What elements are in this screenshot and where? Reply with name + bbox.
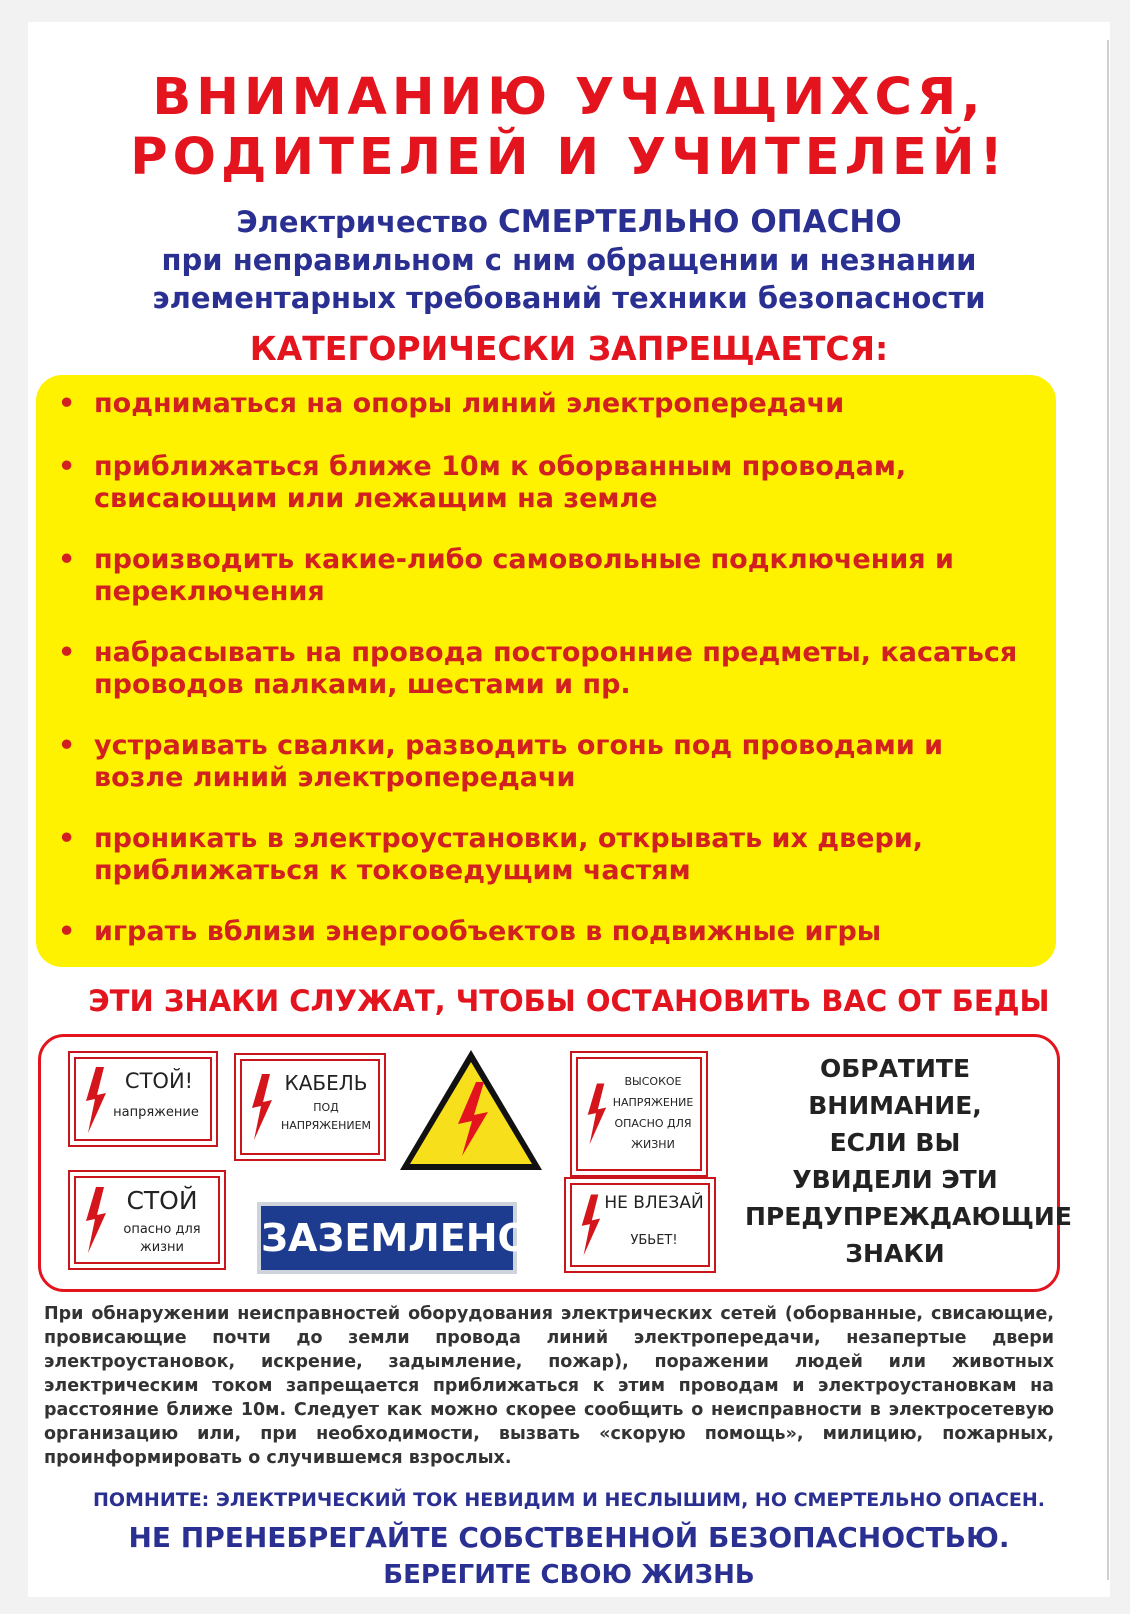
intro-line2: при неправильном с ним обращении и незнании — [161, 243, 977, 277]
signs-attention-line: ВНИМАНИЕ, — [808, 1091, 982, 1120]
notice-paragraph: При обнаружении неисправностей оборудования электрических сетей (оборванные, свисающие, провисающие почти до земли провода линий электропередачи, незапертые двери электроустановок, искрение, задымление, пожар), поражении людей или животных электрическим током запрещается приближаться к этим проводам и электроустановкам на расстояние ближе 10м. Следует как можно скорее сообщить о неисправности в электросетевую организацию или, при необходимости, вызвать «скорую помощь», милицию, пожарных, проинформировать о случившемся взрослых. — [44, 1304, 1054, 1468]
sign-high-voltage-l3: ОПАСНО ДЛЯ — [614, 1117, 692, 1130]
signs-attention — [745, 1050, 1072, 1272]
sign-stop-life-small1: опасно для — [123, 1222, 201, 1237]
bullet-icon: • — [58, 823, 76, 854]
prohibited-item-text: проникать в электроустановки, открывать их двери, приближаться к токоведущим частям — [94, 823, 923, 886]
signs-attention-line: ОБРАТИТЕ — [819, 1054, 971, 1083]
intro-line1-normal: Электричество — [236, 205, 499, 239]
sign-dont-climb — [570, 1183, 710, 1267]
remember-line: ПОМНИТЕ: ЭЛЕКТРИЧЕСКИЙ ТОК НЕВИДИМ И НЕСЛЫШИМ, НО СМЕРТЕЛЬНО ОПАСЕН. — [92, 1489, 1046, 1511]
signs-attention-line: ЗНАКИ — [845, 1239, 945, 1268]
lightning-icon — [82, 1067, 108, 1133]
signs-attention-line: ПРЕДУПРЕЖДАЮЩИЕ — [745, 1202, 1072, 1231]
sign-cable — [240, 1059, 380, 1155]
prohibited-heading: КАТЕГОРИЧЕСКИ ЗАПРЕЩАЕТСЯ: — [249, 329, 889, 368]
prohibited-item-text: подниматься на опоры линий электропередачи — [94, 388, 845, 419]
bullet-icon: • — [58, 730, 76, 761]
signs-attention-line: ЕСЛИ ВЫ — [829, 1128, 961, 1157]
sign-high-voltage-l1: ВЫСОКОЕ — [624, 1075, 682, 1088]
sign-cable-small1: ПОД — [313, 1101, 339, 1114]
prohibited-item-text: набрасывать на провода посторонние предметы, касаться проводов палками, шестами и пр. — [94, 637, 1018, 700]
sign-stop-voltage-big: СТОЙ! — [124, 1069, 194, 1093]
final-line2: БЕРЕГИТЕ СВОЮ ЖИЗНЬ — [383, 1560, 755, 1590]
sign-dont-climb-small: УБЬЕТ! — [630, 1233, 678, 1248]
intro-line1-emphasis: СМЕРТЕЛЬНО ОПАСНО — [498, 204, 902, 240]
sign-stop-life-big: СТОЙ — [126, 1186, 198, 1215]
prohibited-item-text: производить какие-либо самовольные подключения и переключения — [94, 544, 954, 607]
sign-dont-climb-big: НЕ ВЛЕЗАЙ — [604, 1193, 704, 1213]
sign-cable-big: КАБЕЛЬ — [284, 1071, 368, 1095]
bullet-icon: • — [58, 544, 76, 575]
sign-grounded — [257, 1202, 530, 1274]
bullet-icon: • — [58, 637, 76, 668]
sign-stop-life-small2: жизни — [139, 1240, 185, 1255]
lightning-icon — [584, 1079, 608, 1149]
prohibited-item-text: приближаться ближе 10м к оборванным проводам, свисающим или лежащим на земле — [94, 451, 907, 514]
sign-high-voltage-l2: НАПРЯЖЕНИЕ — [612, 1096, 694, 1109]
sign-stop-voltage — [74, 1057, 212, 1141]
lightning-icon — [248, 1073, 274, 1141]
sign-cable-small2: НАПРЯЖЕНИЕМ — [280, 1119, 372, 1132]
signs-attention-line: УВИДЕЛИ ЭТИ — [792, 1165, 998, 1194]
sign-high-voltage — [576, 1057, 702, 1171]
sign-grounded-text: ЗАЗЕМЛЕНО — [261, 1216, 530, 1260]
bullet-icon: • — [58, 451, 76, 482]
intro-line1 — [28, 203, 1110, 241]
prohibited-item-text: играть вблизи энергообъектов в подвижные игры — [94, 916, 882, 947]
lightning-icon — [578, 1191, 602, 1259]
intro-line3: элементарных требований техники безопасности — [152, 281, 986, 315]
prohibited-item-text: устраивать свалки, разводить огонь под проводами и возле линий электропередачи — [94, 730, 944, 793]
sign-stop-voltage-small: напряжение — [113, 1105, 199, 1120]
bullet-icon: • — [58, 388, 76, 419]
sign-high-voltage-l4: ЖИЗНИ — [631, 1138, 675, 1151]
sign-stop-life — [74, 1176, 220, 1264]
lightning-icon — [82, 1186, 108, 1254]
poster-title-line2: РОДИТЕЛЕЙ И УЧИТЕЛЕЙ! — [130, 128, 1008, 187]
final-line1: НЕ ПРЕНЕБРЕГАЙТЕ СОБСТВЕННОЙ БЕЗОПАСНОСТЬЮ. — [128, 1521, 1010, 1554]
poster-title-line1: ВНИМАНИЮ УЧАЩИХСЯ, — [152, 68, 986, 127]
high-voltage-triangle-icon — [396, 1046, 546, 1174]
signs-heading: ЭТИ ЗНАКИ СЛУЖАТ, ЧТОБЫ ОСТАНОВИТЬ ВАС ОТ БЕДЫ — [88, 984, 1050, 1018]
bullet-icon: • — [58, 916, 76, 947]
